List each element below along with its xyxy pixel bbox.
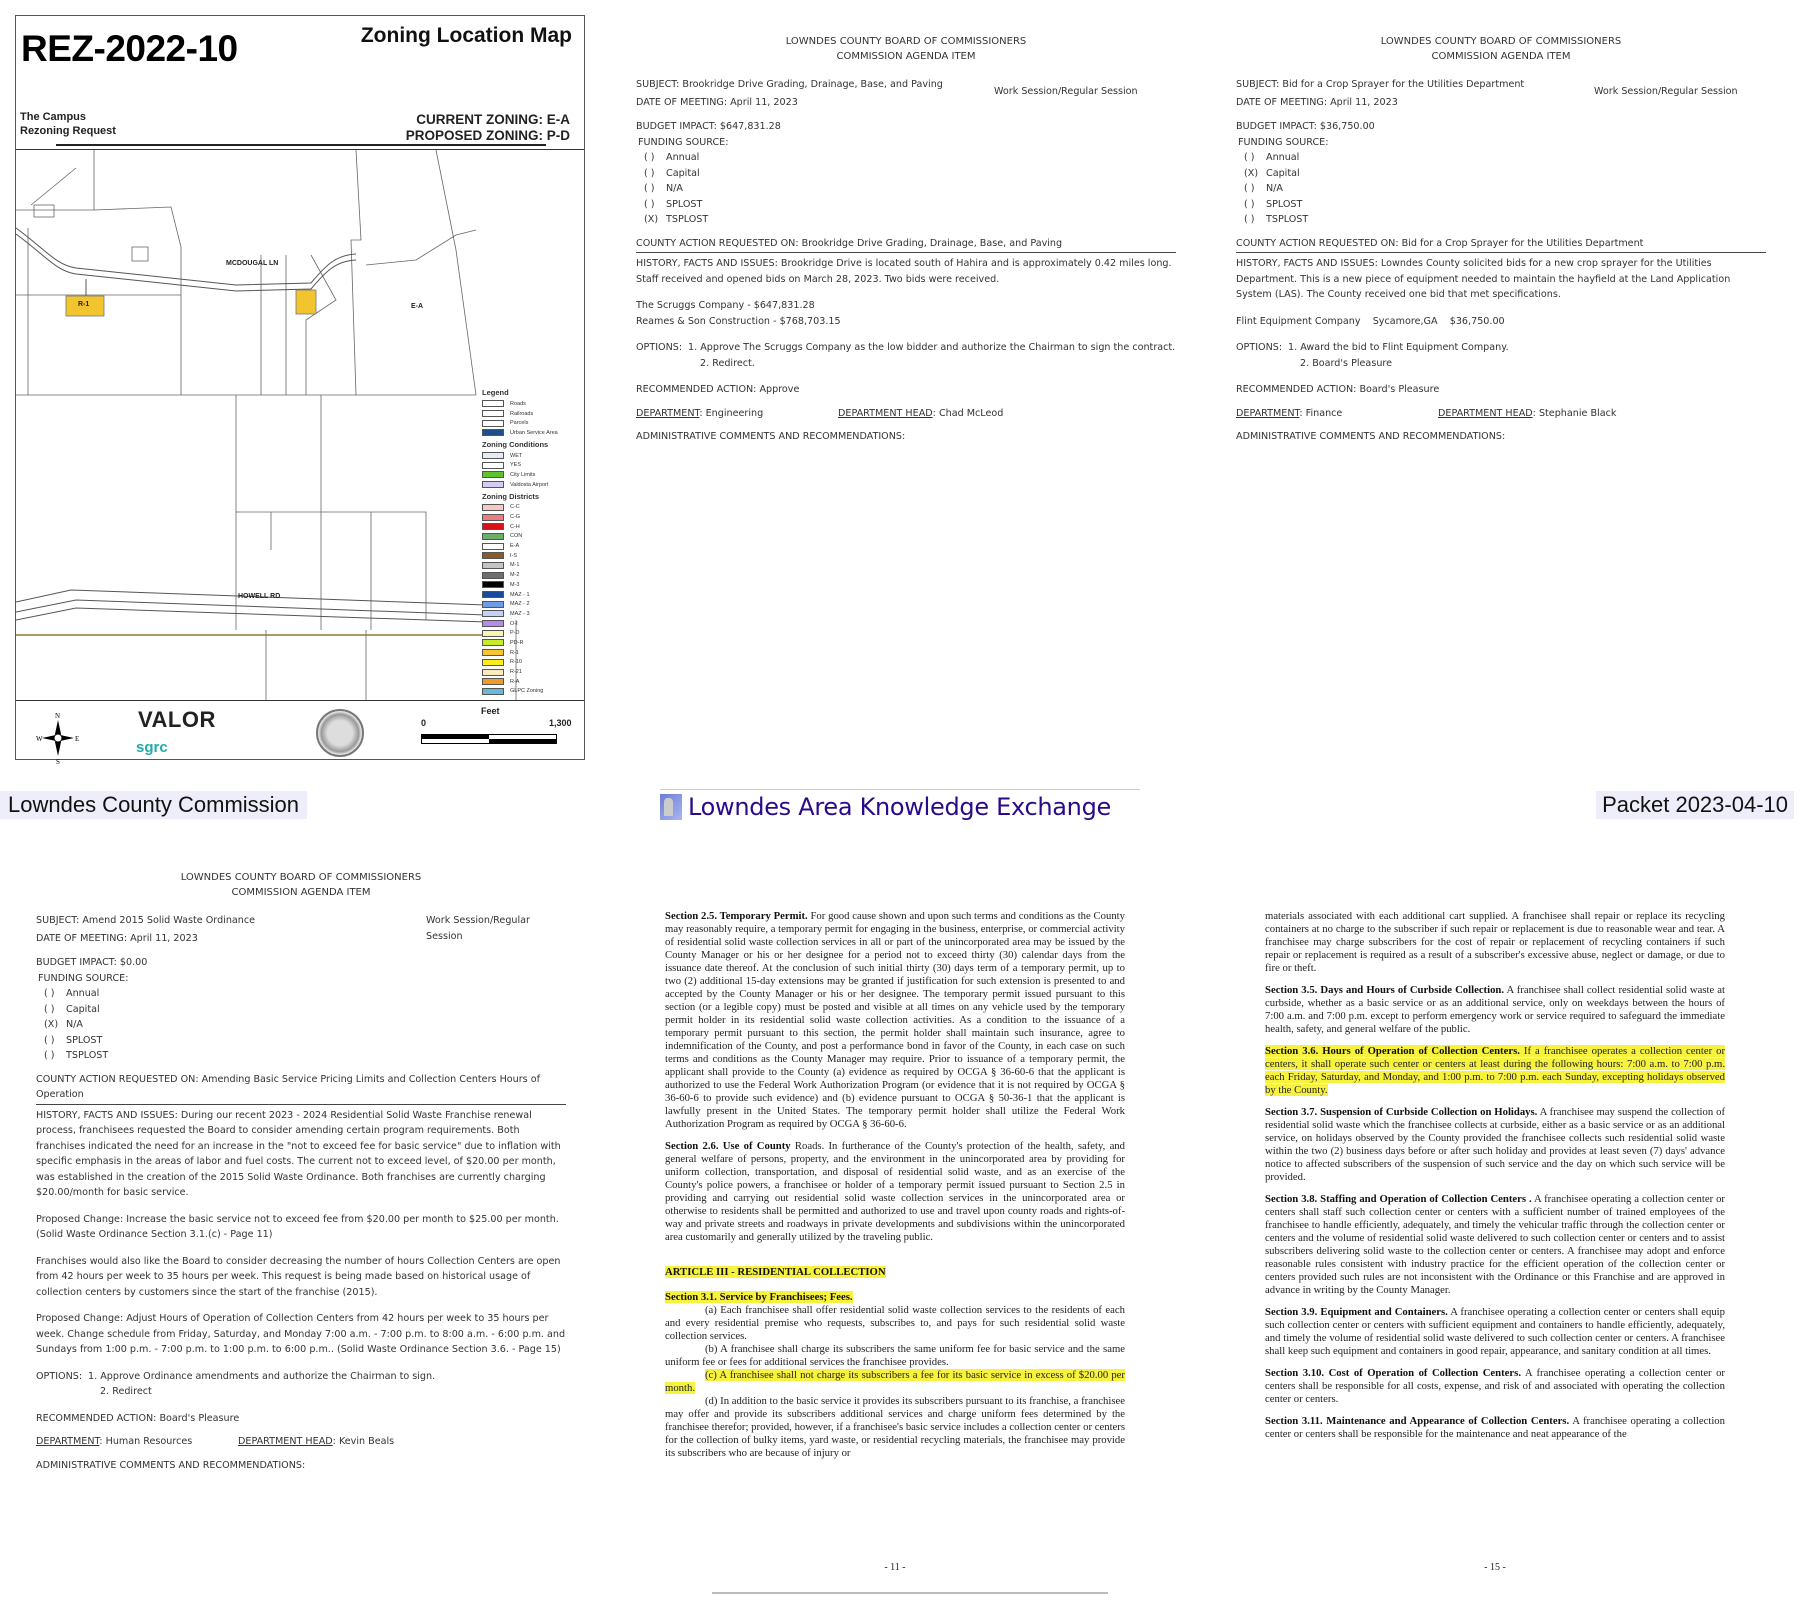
legend-label: C-G: [510, 514, 521, 521]
legend-swatch-icon: [482, 639, 504, 646]
legend-label: R-21: [510, 669, 522, 676]
legend-item: [482, 638, 578, 648]
paragraph: Proposed Change: Adjust Hours of Operation of Collection Centers from 42 hours per week to 35 hours per week. Change schedule from Friday, Saturday, and Monday 7:00 a.m. - 7:00 p.m. to 8:00 a.m. - 6:00 p.m. and Sundays from 1:00 p.m. - 7:00 p.m. to 1:00 p.m. to 6:00 p.m.. (Solid Waste Ordinance Section 3.6. - Page 15): [36, 1313, 566, 1355]
history-facts-issues: HISTORY, FACTS AND ISSUES: Lowndes County solicited bids for a new crop sprayer for the Utilities Department. This is a new piece of equipment needed to maintain the hayfield at the Land Application System (LAS). The County received one bid that met specifications.: [1236, 258, 1731, 300]
legend-label: WET: [510, 452, 523, 459]
legend-swatch-icon: [482, 533, 504, 540]
funding-option: [1236, 150, 1766, 166]
map-subtitle: [20, 110, 116, 138]
agenda-header: [36, 870, 566, 900]
legend-swatch-icon: [482, 420, 504, 427]
meeting-date: DATE OF MEETING: April 11, 2023: [1236, 96, 1398, 108]
department-head-value: : Stephanie Black: [1532, 407, 1617, 419]
funding-option: [1236, 181, 1766, 197]
svg-text:E: E: [75, 735, 80, 743]
funding-label: N/A: [66, 1019, 83, 1030]
recommended-action: RECOMMENDED ACTION: Board's Pleasure: [36, 1412, 240, 1424]
legend-swatch-icon: [482, 610, 504, 617]
legend-label: R-10: [510, 659, 522, 666]
funding-label: Capital: [1266, 167, 1300, 179]
legend-item: [482, 658, 578, 668]
department-value: : Engineering: [699, 407, 764, 419]
funding-option: [636, 212, 1176, 228]
options-label: OPTIONS:: [1236, 342, 1283, 353]
current-zoning: CURRENT ZONING: E-A: [416, 112, 570, 127]
subtitle-line-1: The Campus: [20, 111, 87, 123]
funding-label: N/A: [666, 183, 683, 194]
section-3-1-b: (b) A franchisee shall charge its subscribers the same uniform fee for basic service and the same uniform fee or fees for additional services the franchisee provides.: [665, 1343, 1125, 1368]
department-value: : Human Resources: [99, 1436, 193, 1447]
subject: SUBJECT: Bid for a Crop Sprayer for the Utilities Department: [1236, 79, 1525, 90]
legend-label: MAZ - 1: [510, 591, 530, 598]
funding-checkbox: ( ): [1244, 152, 1255, 163]
department-head: [1438, 406, 1616, 422]
legend-label: Valdosta Airport: [510, 481, 549, 488]
legend-item: [482, 551, 578, 561]
legend-label: M-3: [510, 581, 520, 588]
department-row: [1236, 406, 1766, 422]
department-head: [238, 1434, 394, 1450]
legend-label: Railroads: [510, 410, 534, 417]
svg-text:W: W: [36, 735, 43, 743]
scale-unit: Feet: [481, 706, 500, 716]
legend-item: [482, 599, 578, 609]
action-requested: COUNTY ACTION REQUESTED ON: Bid for a Crop Sprayer for the Utilities Department: [1236, 236, 1766, 254]
options: [636, 340, 1176, 371]
lake-banner[interactable]: [660, 789, 1140, 823]
option-item: 2. Redirect.: [700, 357, 755, 369]
option-item: 2. Board's Pleasure: [1300, 357, 1393, 369]
funding-source-label: FUNDING SOURCE:: [638, 136, 729, 148]
ordinance-section: Section 3.11. Maintenance and Appearance of Collection Centers. A franchisee operating a collection center or centers shall be responsible for the maintenance and neat appearance of the: [1265, 1415, 1725, 1440]
legend-swatch-icon: [482, 452, 504, 459]
option-item: 1. Approve Ordinance amendments and authorize the Chairman to sign.: [88, 1370, 436, 1382]
funding-option: [36, 1017, 566, 1033]
section-3-1-a: (a) Each franchisee shall offer residential solid waste collection services to the residents of each and every residential premise who requests, subscribes to, and pays for such residential solid waste collection services.: [665, 1304, 1125, 1342]
funding-source-label: FUNDING SOURCE:: [38, 972, 129, 984]
funding-option: [36, 986, 566, 1002]
options-label: OPTIONS:: [36, 1370, 83, 1382]
legend-item: [482, 667, 578, 677]
funding-label: TSPLOST: [666, 214, 709, 225]
legend-swatch-icon: [482, 514, 504, 521]
funding-checkbox: ( ): [644, 198, 655, 210]
legend-swatch-icon: [482, 620, 504, 627]
action-requested: COUNTY ACTION REQUESTED ON: Brookridge Drive Grading, Drainage, Base, and Paving: [636, 236, 1176, 254]
legend-districts-title: Zoning Districts: [482, 491, 540, 501]
department-head-label: DEPARTMENT HEAD: [838, 407, 933, 419]
funding-option: [636, 166, 1176, 182]
history-facts-issues: HISTORY, FACTS AND ISSUES: Brookridge Drive is located south of Hahira and is approximately 0.42 miles long. Staff received and opened bids on March 28, 2023. Two bids were received.: [636, 258, 1172, 285]
funding-checkbox: ( ): [44, 1034, 55, 1046]
legend-swatch-icon: [482, 659, 504, 666]
case-id: REZ-2022-10: [21, 28, 238, 69]
budget-impact: BUDGET IMPACT: $647,831.28: [636, 121, 781, 132]
legend-item: [482, 409, 578, 419]
department: [1236, 406, 1438, 422]
department-head: [838, 406, 1003, 422]
department-label: DEPARTMENT: [636, 407, 700, 419]
agenda-item-label: COMMISSION AGENDA ITEM: [231, 887, 371, 898]
legend-item: [482, 399, 578, 409]
bid-line: The Scruggs Company - $647,831.28: [636, 300, 815, 311]
funding-checkbox: ( ): [644, 183, 655, 194]
funding-label: Annual: [66, 988, 100, 999]
department-head-label: DEPARTMENT HEAD: [1438, 407, 1533, 419]
legend-swatch-icon: [482, 471, 504, 478]
ordinance-section: Section 3.9. Equipment and Containers. A franchisee operating a collection center or centers shall equip such collection center or centers with sufficient equipment and containers to handle efficiently, adequately, and timely the volume of residential solid waste delivered to such collection center or centers. A franchisee shall keep such equipment and containers in good repair, appearance, and sanitary condition at all times.: [1265, 1306, 1725, 1357]
legend-swatch-icon: [482, 688, 504, 695]
funding-label: SPLOST: [666, 198, 703, 210]
recommended-action: RECOMMENDED ACTION: Approve: [636, 384, 800, 395]
agenda-item-label: COMMISSION AGENDA ITEM: [836, 51, 976, 62]
department-head-value: : Kevin Beals: [332, 1436, 395, 1447]
legend-item: [482, 522, 578, 532]
legend-swatch-icon: [482, 601, 504, 608]
funding-checkbox: ( ): [644, 167, 655, 179]
legend-label: M-2: [510, 572, 520, 579]
legend-label: PD-R: [510, 639, 524, 646]
action-requested: COUNTY ACTION REQUESTED ON: Amending Basic Service Pricing Limits and Collection Centers Hours of Operation: [36, 1072, 566, 1105]
legend-item: [482, 648, 578, 658]
legend-label: City Limits: [510, 471, 536, 478]
map-footer: [16, 704, 584, 764]
section-2-6: Section 2.6. Use of County Roads. In furtherance of the County's protection of the health, safety, and general welfare of persons, property, and the environment in the unincorporated area by providing for uniform collection, transportation, and disposal of residential solid waste, and as an exercise of the County's police powers, a franchisee or holder of a temporary permit issued pursuant to Section 2.5 in providing and carrying out residential solid waste collection services in the unincorporated area or otherwise to residents shall be permitted and authorized to use and travel upon county roads and rights-of-way and private streets and roadways in private developments and subdivisions within the unincorporated area customarily and generally utilized by the traveling public.: [665, 1140, 1125, 1243]
meeting-date: DATE OF MEETING: April 11, 2023: [36, 932, 198, 944]
department-head-value: : Chad McLeod: [932, 407, 1004, 419]
legend-swatch-icon: [482, 429, 504, 436]
lake-title: Lowndes Area Knowledge Exchange: [688, 792, 1111, 821]
subject: SUBJECT: Amend 2015 Solid Waste Ordinance: [36, 915, 256, 926]
department-row: [36, 1434, 566, 1450]
funding-checkbox: ( ): [1244, 214, 1255, 225]
paragraph: Franchises would also like the Board to consider decreasing the number of hours Collection Centers are open from 42 hours per week to 35 hours per week. This request is being made based on historical usage of collection centers by customers since the start of the franchise (2015).: [36, 1255, 561, 1298]
legend-swatch-icon: [482, 552, 504, 559]
options: [36, 1369, 566, 1400]
page-divider: [712, 1592, 1108, 1594]
session-type: Work Session/Regular Session: [426, 915, 530, 942]
legend-item: [482, 590, 578, 600]
agenda-item-crop-sprayer: [1236, 34, 1766, 445]
svg-text:S: S: [56, 758, 60, 764]
ordinance-section: Section 3.10. Cost of Operation of Collection Centers. A franchisee operating a collection center or centers shall be responsible for all costs, expense, and risk of and associated with operating the collection center or centers.: [1265, 1367, 1725, 1405]
department-label: DEPARTMENT: [36, 1436, 100, 1447]
legend-swatch-icon: [482, 630, 504, 637]
bid-line: Flint Equipment Company Sycamore,GA $36,750.00: [1236, 315, 1505, 327]
budget-impact: BUDGET IMPACT: $0.00: [36, 957, 148, 968]
legend-label: I-S: [510, 552, 518, 559]
department: [36, 1434, 238, 1450]
recommended-action: RECOMMENDED ACTION: Board's Pleasure: [1236, 384, 1440, 395]
scale-max: 1,300: [549, 718, 572, 728]
agenda-item-label: COMMISSION AGENDA ITEM: [1431, 51, 1571, 62]
legend-item: [482, 677, 578, 687]
funding-label: Capital: [66, 1003, 100, 1015]
funding-option: [1236, 212, 1766, 228]
agenda-item-solid-waste: [36, 870, 566, 1473]
article-iii-heading: ARTICLE III - RESIDENTIAL COLLECTION: [665, 1266, 886, 1278]
option-item: 2. Redirect: [100, 1386, 152, 1397]
funding-option: [36, 1048, 566, 1064]
legend-label: M-1: [510, 562, 520, 569]
legend-swatch-icon: [482, 649, 504, 656]
legend-item: [482, 580, 578, 590]
funding-checkbox: ( ): [44, 1050, 55, 1061]
legend-swatch-icon: [482, 523, 504, 530]
board-name: LOWNDES COUNTY BOARD OF COMMISSIONERS: [1380, 36, 1622, 47]
funding-label: Annual: [666, 152, 700, 163]
legend-item: [482, 541, 578, 551]
department-head-label: DEPARTMENT HEAD: [238, 1436, 333, 1447]
funding-checkbox: ( ): [44, 1003, 55, 1015]
legend-label: C-C: [510, 504, 520, 511]
legend-item: [482, 503, 578, 513]
zoning-status: [406, 112, 570, 144]
parcel-label-r1: R-1: [78, 301, 90, 308]
legend-swatch-icon: [482, 562, 504, 569]
proposed-zoning: PROPOSED ZONING: P-D: [405, 128, 570, 143]
legend-item: [482, 418, 578, 428]
legend-item: [482, 512, 578, 522]
legend-label: C-H: [510, 523, 520, 530]
site-label-commission[interactable]: Lowndes County Commission: [0, 791, 307, 819]
page-number-11: - 11 -: [884, 1562, 906, 1573]
map-title: Zoning Location Map: [360, 24, 572, 47]
svg-text:N: N: [55, 712, 61, 720]
packet-label[interactable]: Packet 2023-04-10: [1596, 791, 1794, 819]
legend-item: [482, 570, 578, 580]
subtitle-line-2: Rezoning Request: [20, 125, 116, 137]
page-15-intro: materials associated with each additional cart supplied. A franchisee shall repair or replace its recycling containers at no charge to the subscriber if such repair or replacement is due to reasonable wear and tear. A franchisee may charge subscribers for the cost of repair or replacement of recycling containers if such repair or replacement is required as a result of a subscriber's excessive abuse, neglect or damage, or due to fire or theft.: [1265, 910, 1725, 974]
options-label: OPTIONS:: [636, 342, 683, 353]
funding-label: SPLOST: [66, 1034, 103, 1046]
board-name: LOWNDES COUNTY BOARD OF COMMISSIONERS: [785, 36, 1027, 47]
scale-min: 0: [421, 718, 427, 728]
legend-item: [482, 561, 578, 571]
funding-source-label: FUNDING SOURCE:: [1238, 136, 1329, 148]
sgrc-logo: sgrc: [136, 739, 168, 756]
legend-item: [482, 460, 578, 470]
session-type: Work Session/Regular Session: [994, 86, 1138, 97]
legend-swatch-icon: [482, 572, 504, 579]
funding-option: [36, 1002, 566, 1018]
legend-label: MAZ - 3: [510, 610, 530, 617]
legend-item: [482, 470, 578, 480]
funding-option: [36, 1033, 566, 1049]
funding-option: [636, 197, 1176, 213]
county-seal-icon: [316, 709, 364, 757]
legend-swatch-icon: [482, 400, 504, 407]
title-divider: [56, 144, 546, 146]
legend-swatch-icon: [482, 678, 504, 685]
legend-conditions-title: Zoning Conditions: [482, 439, 549, 449]
legend-swatch-icon: [482, 504, 504, 511]
funding-label: Capital: [666, 167, 700, 179]
legend-label: Roads: [510, 400, 526, 407]
option-item: 1. Approve The Scruggs Company as the low bidder and authorize the Chairman to sign the contract.: [688, 342, 1176, 353]
agenda-header: [636, 34, 1176, 64]
ordinance-page-15: [1265, 910, 1725, 1441]
department-row: [636, 406, 1176, 422]
legend-swatch-icon: [482, 669, 504, 676]
legend-label: O-I: [510, 620, 518, 627]
budget-impact: BUDGET IMPACT: $36,750.00: [1236, 121, 1375, 132]
legend-swatch-icon: [482, 591, 504, 598]
legend-swatch-icon: [482, 462, 504, 469]
paragraph: Proposed Change: Increase the basic service not to exceed fee from $20.00 per month to $25.00 per month. (Solid Waste Ordinance Section 3.1.(c) - Page 11): [36, 1213, 559, 1240]
section-2-5: Section 2.5. Temporary Permit. For good cause shown and upon such terms and conditions as the County may reasonably require, a temporary permit for engaging in the business, enterprise, or commercial activity of residential solid waste collection services in all or part of the unincorporated area may be issued by the County Manager or his or her designee for a period not to exceed thirty (30) calendar days from the issuance date thereof. At the conclusion of such initial thirty (30) days term of a temporary permit, up to two (2) additional 15-day extensions may be granted if justification for such extension is presented to and accepted by the County Manager or his or her designee. The temporary permit issued pursuant to this section (or a legible copy) must be posted and visible at all times on any vehicle used by the temporary permit holder in its residential solid waste collection activities. As a condition to the issuance of a temporary permit pursuant to this section, the permit holder shall maintain such insurance, agree to indemnification of the County, and post a performance bond in favor of the County, in each case on such terms and conditions as the County Manager may require. Prior to issuance of a temporary permit, the applicant shall provide to the County (a) evidence as required by OCGA § 36-60-6 that the applicant is authorized to use the Federal Work Authorization Program (or evidence that it is not required by OCGA § 36-60-6 to provide such evidence) and (b) evidence pursuant to OCGA § 50-36-1 that the applicant is lawfully present in the United States. The temporary permit holder shall utilize the Federal Work Authorization Program as required by OCGA § 36-60-6.: [665, 910, 1125, 1130]
legend-swatch-icon: [482, 481, 504, 488]
legend-item: [482, 619, 578, 629]
legend-label: R-A: [510, 678, 520, 685]
legend-label: CON: [510, 533, 523, 540]
zoning-location-map: [15, 15, 585, 764]
agenda-item-brookridge: [636, 34, 1176, 445]
department: [636, 406, 838, 422]
legend-title: Legend: [482, 388, 509, 397]
page-number-15: - 15 -: [1484, 1562, 1506, 1573]
legend-label: YES: [510, 462, 522, 469]
ordinance-section: Section 3.6. Hours of Operation of Collection Centers. If a franchisee operates a collection center or centers, it shall operate such center or centers at least during the following hours: 7:00 a.m. to 7:00 p.m. each Friday, Saturday, and Monday, and 1:00 p.m. to 7:00 p.m. each Sunday, excepting holidays observed by the County.: [1265, 1045, 1726, 1096]
options: [1236, 340, 1766, 371]
admin-comments: ADMINISTRATIVE COMMENTS AND RECOMMENDATIONS:: [1236, 431, 1506, 442]
funding-option: [1236, 166, 1766, 182]
funding-checkbox: ( ): [1244, 198, 1255, 210]
legend-label: MAZ - 2: [510, 601, 530, 608]
bid-line: Reames & Son Construction - $768,703.15: [636, 315, 841, 327]
funding-option: [636, 181, 1176, 197]
meeting-date: DATE OF MEETING: April 11, 2023: [636, 96, 798, 108]
admin-comments: ADMINISTRATIVE COMMENTS AND RECOMMENDATIONS:: [36, 1459, 306, 1471]
funding-checkbox: ( ): [44, 988, 55, 999]
admin-comments: ADMINISTRATIVE COMMENTS AND RECOMMENDATIONS:: [636, 431, 906, 442]
funding-checkbox: (X): [44, 1019, 59, 1030]
funding-checkbox: ( ): [644, 152, 655, 163]
agenda-header: [1236, 34, 1766, 64]
section-3-1-c: (c) A franchisee shall not charge its subscribers a fee for its basic service in excess of $20.00 per month.: [665, 1369, 1125, 1394]
funding-label: SPLOST: [1266, 198, 1303, 210]
department-value: : Finance: [1299, 407, 1343, 419]
legend-item: [482, 480, 578, 490]
funding-checkbox: (X): [644, 214, 659, 225]
legend-swatch-icon: [482, 543, 504, 550]
department-label: DEPARTMENT: [1236, 407, 1300, 419]
legend-label: Urban Service Area: [510, 429, 558, 436]
legend-swatch-icon: [482, 581, 504, 588]
legend-item: [482, 532, 578, 542]
map-legend: [482, 386, 578, 696]
funding-option: [636, 150, 1176, 166]
legend-item: [482, 428, 578, 438]
section-3-1-d: (d) In addition to the basic service it provides its subscribers pursuant to its franchise, a franchisee may offer and provide its subscribers additional services and charge uniform fees determined by the franchisee therefor; provided, however, if a franchisee's basic service includes a collection center or centers for the collection of bulky items, yard waste, or residential recycling materials, the franchisee may provide its subscribers who are because of injury or: [665, 1395, 1125, 1459]
session-type: Work Session/Regular Session: [1594, 86, 1738, 97]
board-name: LOWNDES COUNTY BOARD OF COMMISSIONERS: [180, 872, 422, 883]
funding-option: [1236, 197, 1766, 213]
parcel-label-ea: E-A: [411, 303, 424, 310]
funding-label: TSPLOST: [1266, 214, 1309, 225]
road-label-mcdougal: MCDOUGAL LN: [226, 260, 279, 267]
legend-label: GLPC Zoning: [510, 688, 544, 695]
legend-item: [482, 609, 578, 619]
ordinance-section: Section 3.5. Days and Hours of Curbside Collection. A franchisee shall collect residential solid waste at curbside, whether as a basic service or as an additional service, only on weekdays between the hours of 7:00 a.m. and 7:00 p.m. except to perform emergency work or service required to safeguard the immediate health, safety, and general welfare of the public.: [1265, 984, 1725, 1035]
legend-label: P-D: [510, 630, 520, 637]
ordinance-page-11: [665, 910, 1125, 1460]
ordinance-section: Section 3.8. Staffing and Operation of Collection Centers . A franchisee operating a collection center or centers shall staff such collection center or centers with a sufficient number of trained employees of the franchisee to handle efficiently, adequately, and timely the vehicular traffic through the collection center or centers and the volume of residential solid waste delivered to such collection center or centers and to assist subscribers delivering solid waste to the collection center or centers. A franchisee may adopt and enforce reasonable rules consistent with industry practice for the efficient operation of the collection center or centers provided such rules are not inconsistent with the Ordinance or this Franchise and are approved in advance in writing by the County Manager.: [1265, 1193, 1725, 1296]
legend-label: R-1: [510, 649, 519, 656]
ordinance-section: Section 3.7. Suspension of Curbside Collection on Holidays. A franchisee may suspend the collection of residential solid waste which the franchisee collects at curbside, either as a basic service or as an additional service, on holidays observed by the County provided the franchisee collects such residential solid waste within the two (2) business days before or after such holiday and provides at least seven (7) days' advance notice to affected subscribers of the suspension of such service and the day on which such service will be provided.: [1265, 1106, 1725, 1183]
legend-item: [482, 687, 578, 697]
history-facts-issues: HISTORY, FACTS AND ISSUES: During our recent 2023 - 2024 Residential Solid Waste Franchise renewal process, franchisees requested the Board to consider amending certain program requirements. Both franchises indicated the need for an increase in the "not to exceed fee for basic service" due to inflation with specific emphasis in the areas of labor and fuel costs. The current not to exceed level, of $20.00 per month, was established in the creation of the 2015 Solid Waste Ordinance. Both franchises are currently charging $20.00/month for basic service.: [36, 1109, 561, 1198]
section-3-1: Section 3.1. Service by Franchisees; Fees.: [665, 1291, 853, 1303]
funding-label: N/A: [1266, 183, 1283, 194]
legend-label: Parcels: [510, 420, 529, 427]
funding-label: TSPLOST: [66, 1050, 109, 1061]
funding-checkbox: (X): [1244, 167, 1259, 179]
subject: SUBJECT: Brookridge Drive Grading, Drainage, Base, and Paving: [636, 79, 943, 90]
legend-item: [482, 628, 578, 638]
legend-item: [482, 451, 578, 461]
legend-label: E-A: [510, 543, 520, 550]
road-label-howell: HOWELL RD: [238, 593, 281, 600]
valor-logo: VALOR: [138, 707, 216, 732]
lake-logo-icon: [660, 794, 682, 820]
funding-label: Annual: [1266, 152, 1300, 163]
funding-checkbox: ( ): [1244, 183, 1255, 194]
option-item: 1. Award the bid to Flint Equipment Company.: [1288, 342, 1509, 353]
legend-swatch-icon: [482, 410, 504, 417]
